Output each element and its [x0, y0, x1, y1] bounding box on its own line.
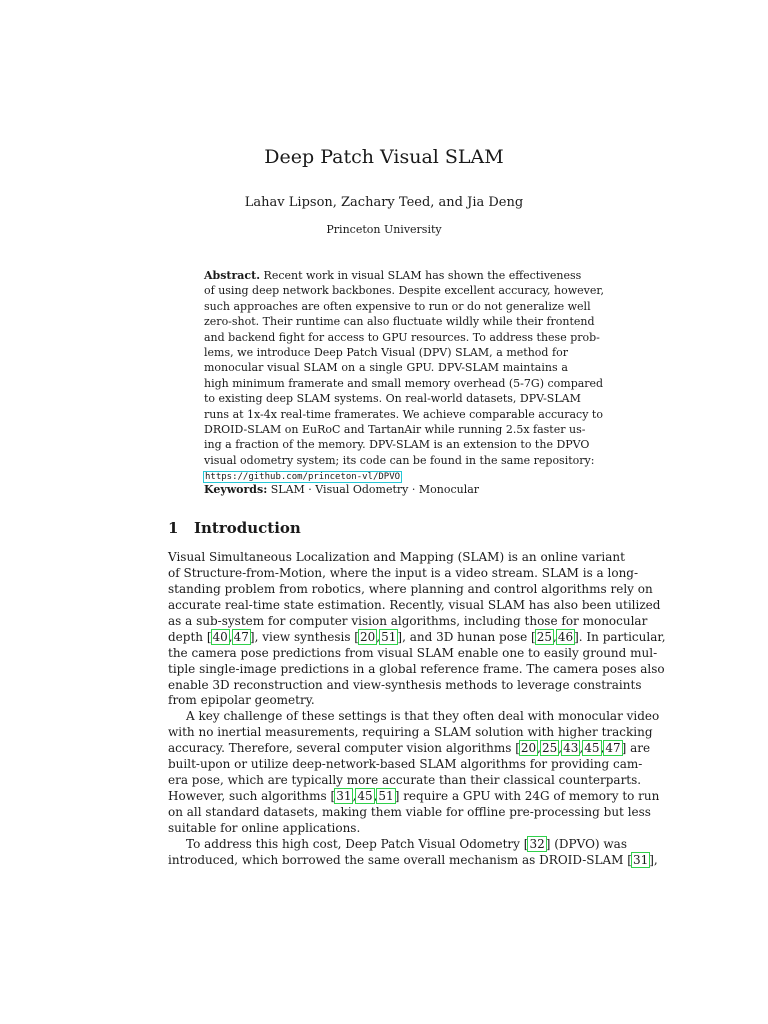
- body-line: A key challenge of these settings is that they often deal with monocular video: [186, 709, 660, 724]
- body-line: enable 3D reconstruction and view-synthesis methods to leverage constraints: [168, 677, 642, 692]
- body-line: the camera pose predictions from visual SLAM enable one to easily ground mul-: [168, 645, 658, 660]
- body-line: depth [40,47], view synthesis [20,51], and 3D hunan pose [25,46]. In particular,: [168, 629, 666, 644]
- body-line: on all standard datasets, making them viable for offline pre-processing but less: [168, 805, 651, 819]
- author-list: Lahav Lipson, Zachary Teed, and Jia Deng: [244, 195, 524, 210]
- citation-link[interactable]: 45: [357, 789, 373, 804]
- citation-link[interactable]: 47: [233, 629, 249, 644]
- abstract-line: visual odometry system; its code can be found in the same repository:: [204, 453, 595, 467]
- section-heading: [168, 517, 301, 539]
- citation-link[interactable]: 31: [632, 852, 649, 867]
- abstract-line: and backend fight for access to GPU resources. To address these prob-: [204, 330, 600, 344]
- repository-link[interactable]: https://github.com/princeton-vl/DPVO: [205, 472, 401, 483]
- paper-title: Deep Patch Visual SLAM: [264, 146, 504, 168]
- citation-link[interactable]: 25: [536, 629, 552, 644]
- body-line: standing problem from robotics, where planning and control algorithms rely on: [168, 581, 653, 596]
- citation-link[interactable]: 25: [542, 741, 558, 756]
- citation-link[interactable]: 40: [212, 629, 228, 644]
- body-line: as a sub-system for computer vision algorithms, including those for monocular: [168, 613, 648, 628]
- citation-link[interactable]: 43: [563, 741, 579, 756]
- abstract-heading: Abstract.: [204, 269, 261, 282]
- abstract-line: DROID-SLAM on EuRoC and TartanAir while running 2.5x faster us-: [204, 423, 586, 437]
- abstract-line: runs at 1x-4x real-time framerates. We achieve comparable accuracy to: [204, 407, 603, 421]
- citation-link[interactable]: 47: [605, 741, 621, 756]
- body-text: [168, 550, 666, 869]
- body-line: era pose, which are typically more accurate than their classical counterparts.: [168, 773, 642, 788]
- body-line: accuracy. Therefore, several computer vision algorithms [20,25,43,45,47] are: [168, 741, 651, 756]
- citation-link[interactable]: 51: [381, 629, 397, 644]
- body-line: Visual Simultaneous Localization and Mapping (SLAM) is an online variant: [168, 550, 625, 564]
- citation-link[interactable]: 46: [557, 629, 574, 644]
- body-line: of Structure-from-Motion, where the input is a video stream. SLAM is a long-: [168, 565, 639, 580]
- body-line: accurate real-time state estimation. Recently, visual SLAM has also been utilized: [168, 597, 661, 612]
- citation-link[interactable]: 20: [360, 629, 376, 644]
- keywords-heading: Keywords:: [204, 483, 268, 496]
- abstract-line: lems, we introduce Deep Patch Visual (DPV) SLAM, a method for: [204, 346, 568, 360]
- body-line: tiple single-image predictions in a global reference frame. The camera poses also: [168, 661, 665, 676]
- section-number: 1: [168, 519, 179, 537]
- body-line: However, such algorithms [31,45,51] require a GPU with 24G of memory to run: [168, 789, 660, 804]
- keywords-text: SLAM · Visual Odometry · Monocular: [270, 483, 480, 496]
- section-title: Introduction: [194, 519, 301, 537]
- keywords: [204, 482, 568, 497]
- body-line: with no inertial measurements, requiring a SLAM solution with higher tracking: [168, 725, 653, 740]
- abstract-line: Abstract. Recent work in visual SLAM has shown the effectiveness: [204, 269, 582, 282]
- affiliation: Princeton University: [326, 223, 442, 236]
- body-line: To address this high cost, Deep Patch Visual Odometry [32] (DPVO) was: [186, 836, 627, 851]
- citation-link[interactable]: 31: [336, 789, 352, 804]
- abstract-line: of using deep network backbones. Despite excellent accuracy, however,: [204, 284, 604, 298]
- body-line: from epipolar geometry.: [168, 693, 315, 708]
- abstract-line: such approaches are often expensive to run or do not generalize well: [204, 299, 591, 313]
- body-line: introduced, which borrowed the same overall mechanism as DROID-SLAM [31],: [168, 852, 658, 867]
- citation-link[interactable]: 51: [378, 789, 394, 804]
- abstract-line: zero-shot. Their runtime can also fluctuate wildly while their frontend: [204, 315, 595, 329]
- abstract: [204, 268, 604, 486]
- citation-link[interactable]: 20: [520, 741, 537, 756]
- body-line: built-upon or utilize deep-network-based SLAM algorithms for providing cam-: [168, 757, 643, 772]
- citation-link[interactable]: 32: [529, 836, 545, 851]
- abstract-line: to existing deep SLAM systems. On real-world datasets, DPV-SLAM: [204, 392, 581, 406]
- abstract-line: high minimum framerate and small memory overhead (5-7G) compared: [204, 376, 604, 390]
- abstract-line: ing a fraction of the memory. DPV-SLAM is an extension to the DPVO: [204, 438, 590, 452]
- body-line: suitable for online applications.: [168, 820, 361, 835]
- abstract-line: monocular visual SLAM on a single GPU. DPV-SLAM maintains a: [204, 361, 568, 375]
- citation-link[interactable]: 45: [584, 741, 600, 756]
